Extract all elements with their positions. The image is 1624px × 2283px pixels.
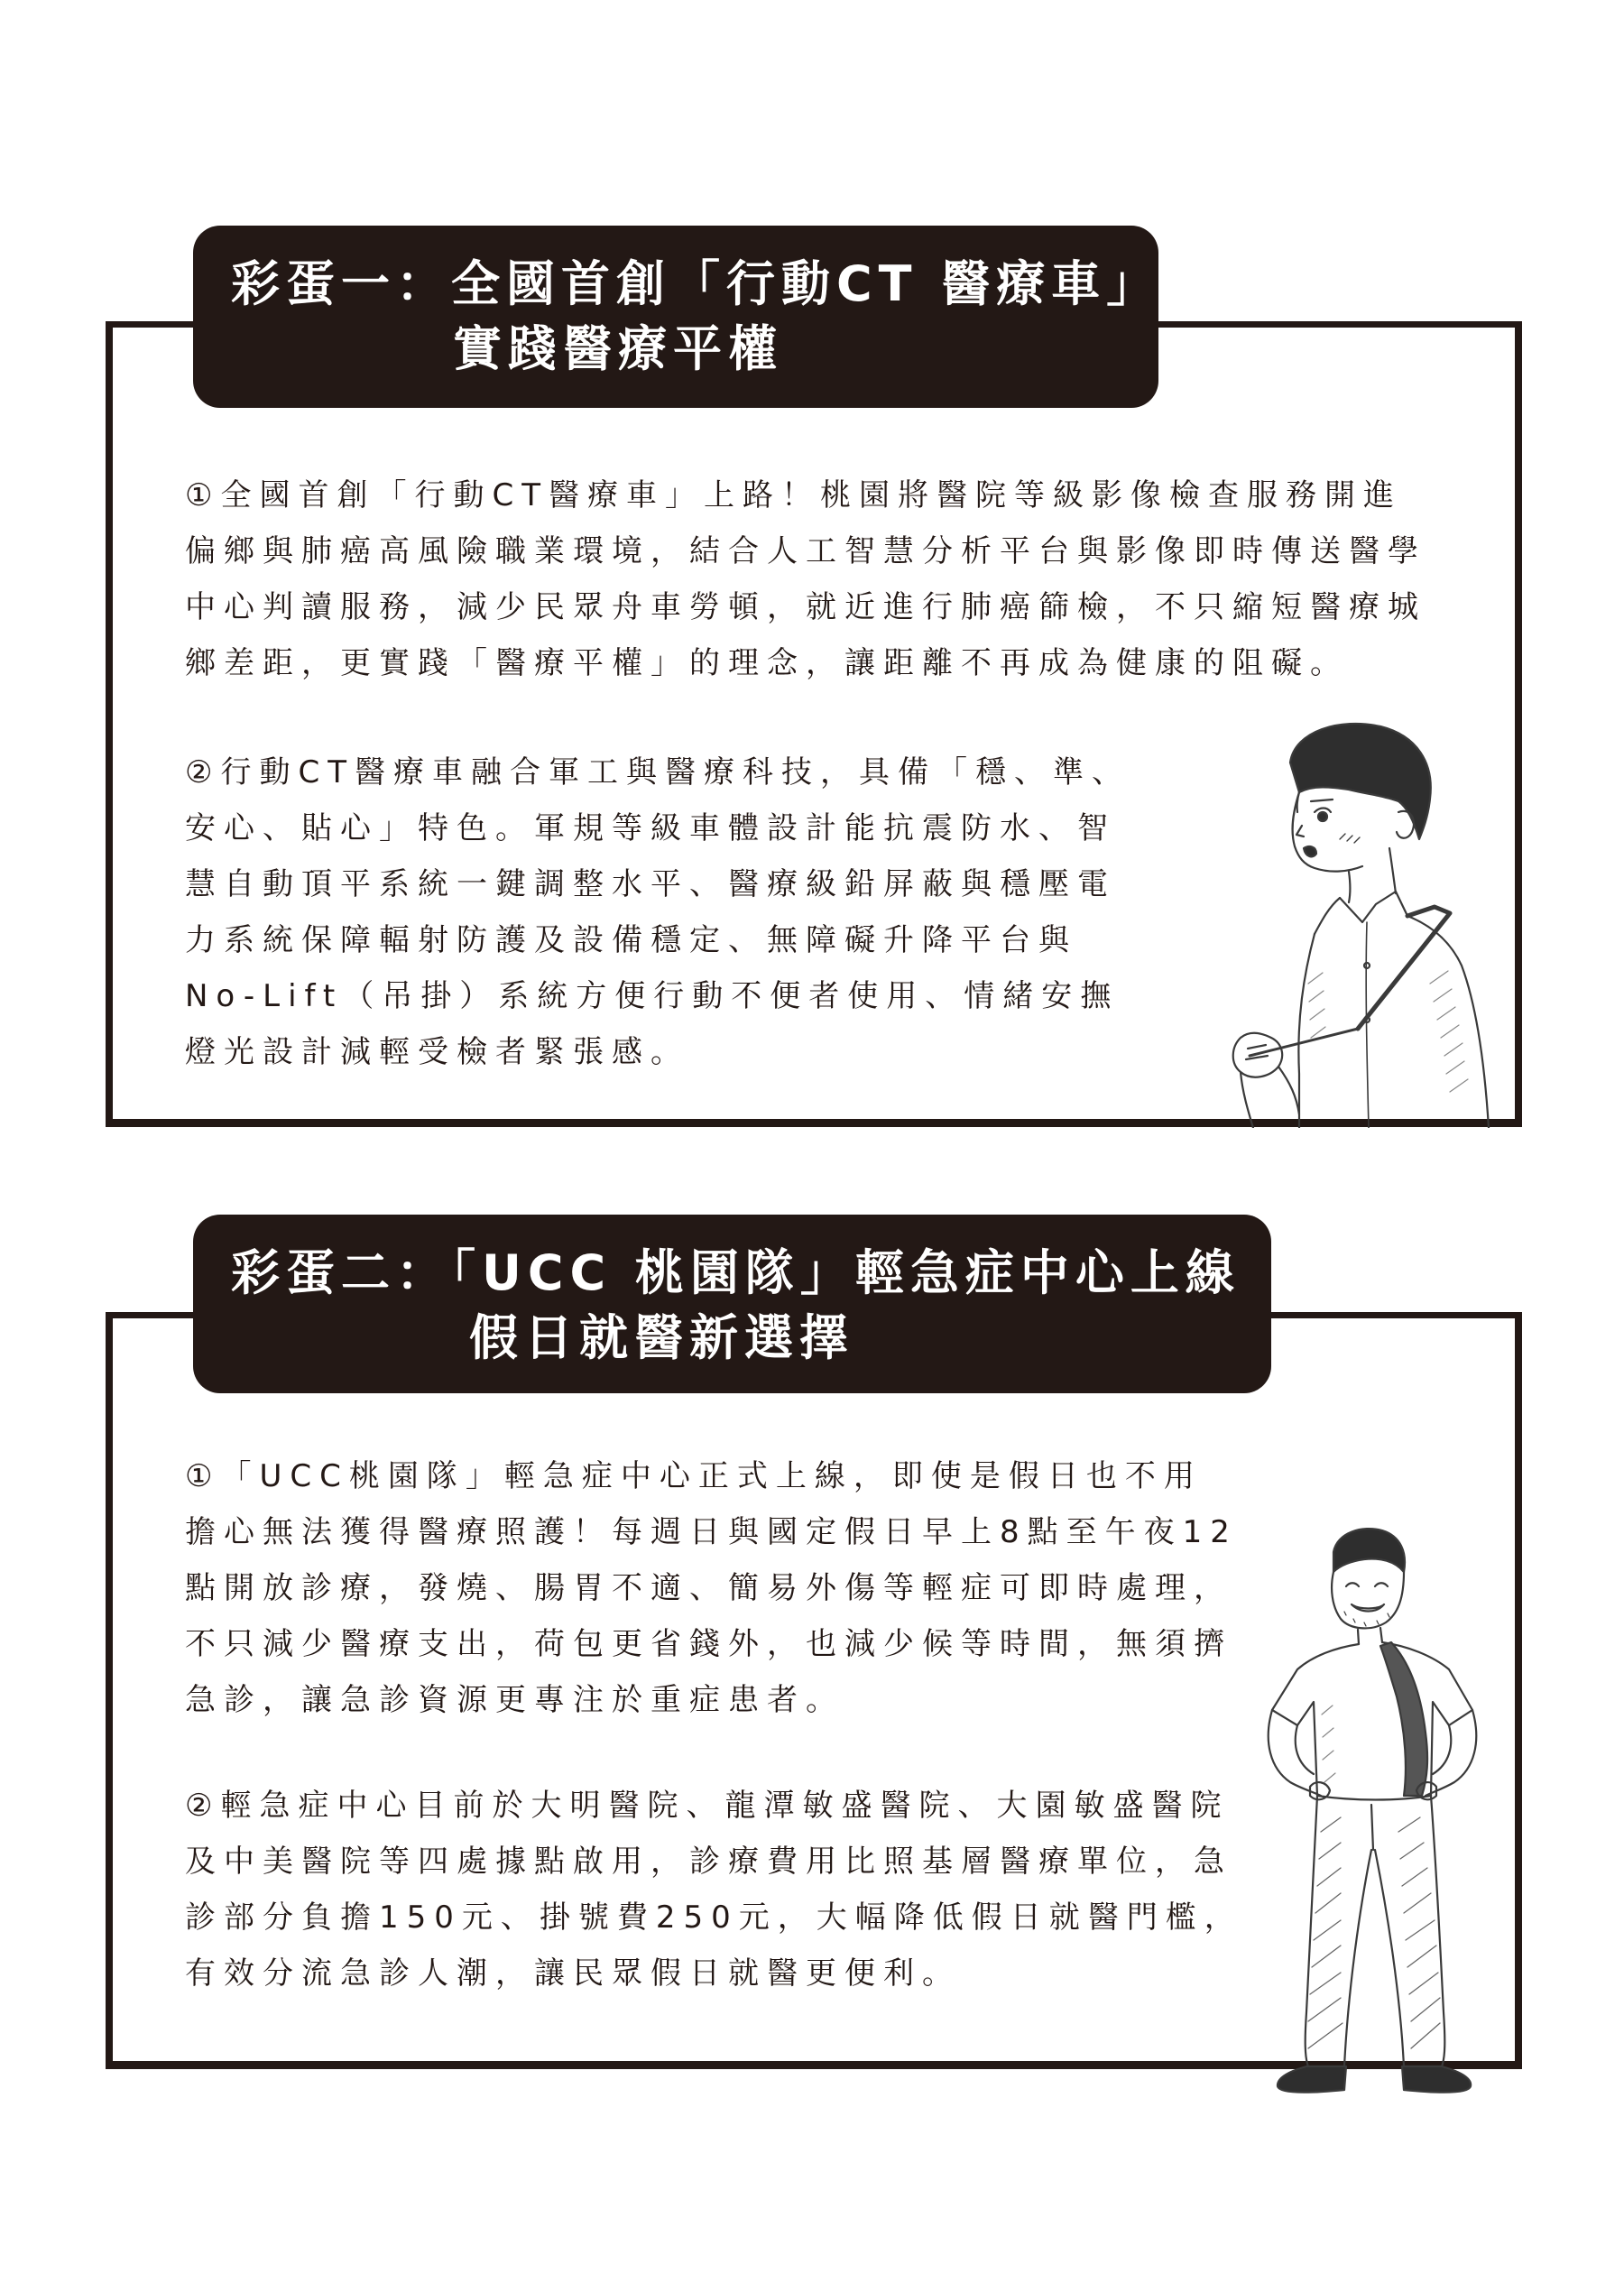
section-1-paragraph-2 [185,744,1130,1080]
section-1-paragraph-1 [185,467,1426,691]
text-line: 急診，讓急診資源更專注於重症患者。 [185,1682,844,1718]
text-line: 有效分流急診人潮，讓民眾假日就醫更便利。 [185,1955,961,1992]
text-line: 燈光設計減輕受檢者緊張感。 [185,1034,689,1070]
section-2-paragraph-2 [185,1778,1243,2001]
section-2-paragraph-1 [185,1448,1238,1728]
text-line: ②輕急症中心目前於大明醫院、龍潭敏盛醫院、大園敏盛醫院 [185,1788,1230,1824]
text-line: No-Lift（吊掛）系統方便行動不便者使用、情緒安撫 [185,978,1120,1014]
text-line: 慧自動頂平系統一鍵調整水平、醫療級鉛屏蔽與穩壓電 [185,866,1116,902]
text-line: ②行動CT醫療車融合軍工與醫療科技，具備「穩、準、 [185,754,1130,790]
text-line: 不只減少醫療支出，荷包更省錢外，也減少候等時間，無須擠 [185,1626,1232,1662]
smiling-man-with-towel-illustration [1227,1525,1507,2103]
section-1-title-line-2: 實踐醫療平權 [453,320,783,377]
text-line: 中心判讀服務，減少民眾舟車勞頓，就近進行肺癌篩檢，不只縮短醫療城 [185,589,1426,625]
text-line: 擔心無法獲得醫療照護！每週日與國定假日早上8點至午夜12 [185,1514,1238,1550]
section-1-title-line-1: 彩蛋一：全國首創「行動CT 醫療車」 [231,255,1162,312]
text-line: ①「UCC桃園隊」輕急症中心正式上線，即使是假日也不用 [185,1458,1203,1494]
text-line: 點開放診療，發燒、腸胃不適、簡易外傷等輕症可即時處理， [185,1570,1232,1606]
section-2-title-line-2: 假日就醫新選擇 [469,1309,854,1366]
text-line: 偏鄉與肺癌高風險職業環境，結合人工智慧分析平台與影像即時傳送醫學 [185,533,1426,569]
text-line: ①全國首創「行動CT醫療車」上路！桃園將醫院等級影像檢查服務開進 [185,477,1402,513]
text-line: 鄉差距，更實踐「醫療平權」的理念，讓距離不再成為健康的阻礙。 [185,645,1349,681]
section-2-title-box [193,1215,1271,1393]
section-1-title-box [193,226,1162,408]
text-line: 力系統保障輻射防護及設備穩定、無障礙升降平台與 [185,922,1077,958]
text-line: 及中美醫院等四處據點啟用，診療費用比照基層醫療單位，急 [185,1844,1232,1880]
text-line: 安心、貼心」特色。軍規等級車體設計能抗震防水、智 [185,810,1116,846]
boy-with-backpack-illustration [1213,713,1502,1128]
section-2-title-line-1: 彩蛋二：「UCC 桃園隊」輕急症中心上線 [231,1244,1241,1301]
text-line: 診部分負擔150元、掛號費250元，大幅降低假日就醫門檻， [185,1899,1243,1936]
